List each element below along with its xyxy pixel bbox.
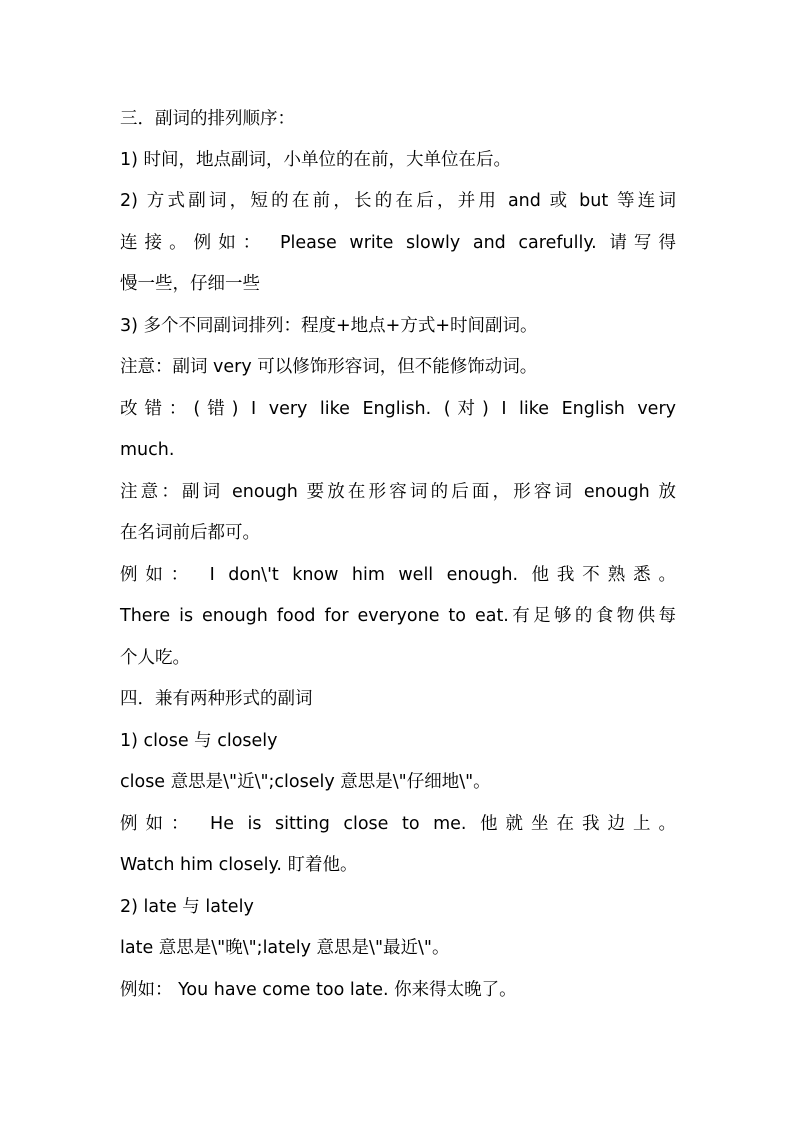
list-item: 2) 方式副词，短的在前，长的在后，并用 and 或 but 等连词 bbox=[120, 191, 676, 211]
paragraph-line: much. bbox=[120, 440, 175, 460]
paragraph-line: 慢一些，仔细一些 bbox=[120, 274, 260, 294]
definition-line: close 意思是\"近\";closely 意思是\"仔细地\"。 bbox=[120, 772, 491, 792]
section-heading-4: 四．兼有两种形式的副词 bbox=[120, 689, 313, 709]
list-item: 1) 时间，地点副词，小单位的在前，大单位在后。 bbox=[120, 150, 512, 170]
paragraph-line: 个人吃。 bbox=[120, 648, 190, 668]
list-item: 3) 多个不同副词排列：程度+地点+方式+时间副词。 bbox=[120, 316, 538, 336]
note-line: 注意：副词 very 可以修饰形容词，但不能修饰动词。 bbox=[120, 357, 538, 377]
list-item: 2) late 与 lately bbox=[120, 897, 254, 917]
definition-line: late 意思是\"晚\";lately 意思是\"最近\"。 bbox=[120, 938, 450, 958]
paragraph-line: 连接。例如： Please write slowly and carefully. 请写得 bbox=[120, 233, 676, 253]
list-item: 1) close 与 closely bbox=[120, 731, 278, 751]
paragraph-line: 在名词前后都可。 bbox=[120, 523, 260, 543]
example-line: 例如： You have come too late. 你来得太晚了。 bbox=[120, 980, 517, 1000]
example-line: 例如： I don\'t know him well enough. 他我不熟悉。 bbox=[120, 565, 676, 585]
example-line: Watch him closely. 盯着他。 bbox=[120, 855, 358, 875]
correction-line: 改错：(错) I very like English. (对) I like English very bbox=[120, 399, 676, 419]
note-line: 注意：副词 enough 要放在形容词的后面，形容词 enough 放 bbox=[120, 482, 676, 502]
example-line: 例如： He is sitting close to me. 他就坐在我边上。 bbox=[120, 814, 676, 834]
section-heading-3: 三．副词的排列顺序： bbox=[120, 109, 295, 129]
example-line: There is enough food for everyone to eat.有足够的食物供每 bbox=[120, 606, 676, 626]
